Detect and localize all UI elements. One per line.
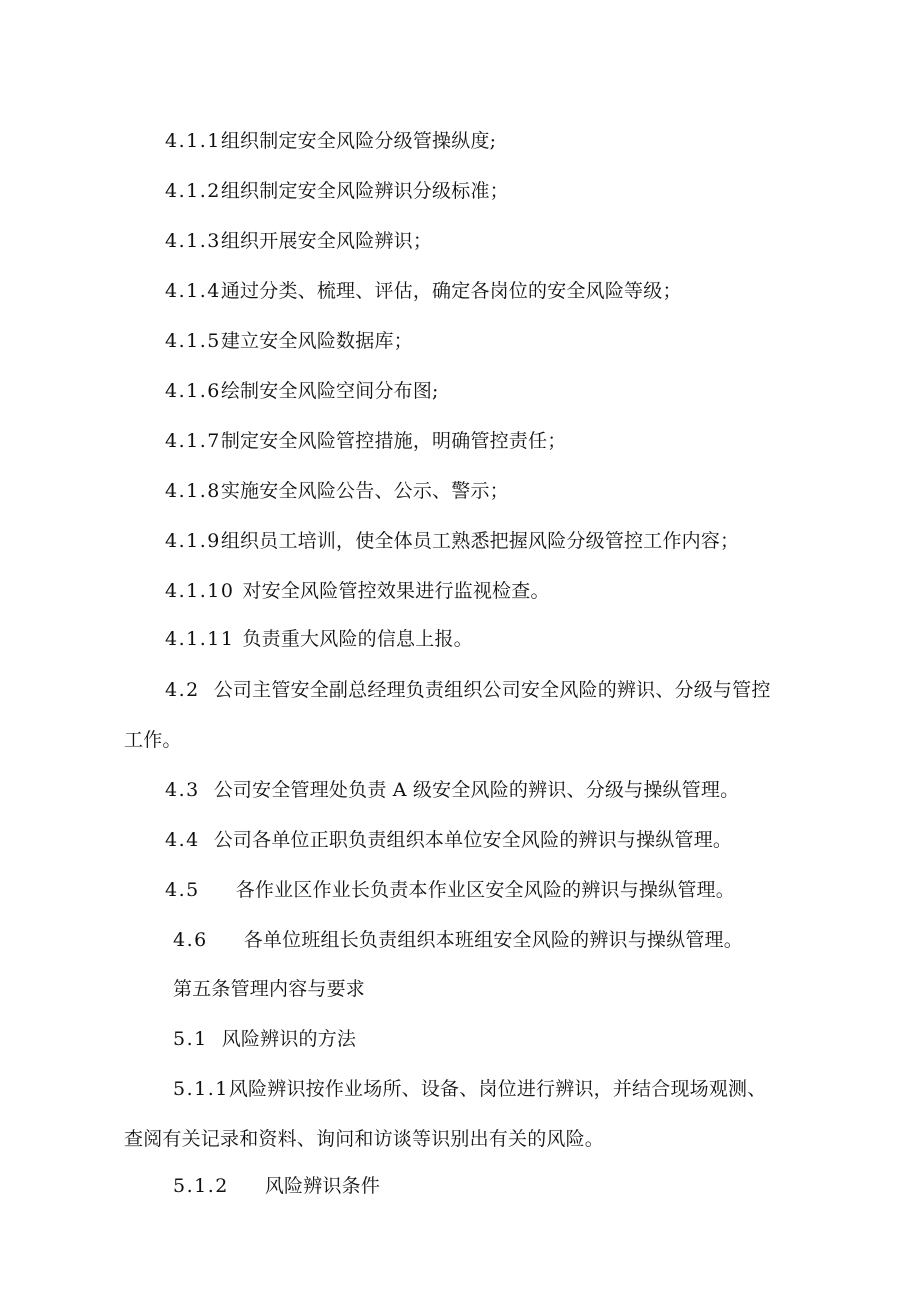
clause-4-1-1 xyxy=(165,129,496,153)
clause-text: 建立安全风险数据库； xyxy=(220,330,413,352)
clause-4-1-6 xyxy=(165,379,439,403)
clause-number: 4.5 xyxy=(165,879,200,901)
clause-text: 组织制定安全风险分级管操纵度; xyxy=(220,130,497,152)
clause-4-1-2 xyxy=(165,179,509,203)
clause-text: 实施安全风险公告、公示、警示； xyxy=(220,480,509,502)
clause-4-1-11 xyxy=(165,627,473,651)
clause-text: 公司各单位正职负责组织本单位安全风险的辨识与操纵管理。 xyxy=(213,829,733,851)
clause-text: 负责重大风险的信息上报。 xyxy=(242,628,473,650)
clause-4-4 xyxy=(165,828,732,852)
clause-text: 通过分类、梳理、评估，确定各岗位的安全风险等级； xyxy=(220,280,682,302)
clause-text: 各作业区作业长负责本作业区安全风险的辨识与操纵管理。 xyxy=(235,879,735,901)
clause-4-1-5 xyxy=(165,329,413,353)
clause-4-2-continuation xyxy=(124,728,182,752)
clause-text: 绘制安全风险空间分布图; xyxy=(220,380,439,402)
clause-number: 4.4 xyxy=(165,829,200,851)
clause-4-1-3 xyxy=(165,229,432,253)
clause-number: 5.1.2 xyxy=(173,1175,229,1197)
clause-number: 4.2 xyxy=(165,679,200,701)
clause-5-1-1-continuation xyxy=(124,1127,604,1151)
section-title: 第五条管理内容与要求 xyxy=(173,978,366,1000)
clause-number: 4.1.5 xyxy=(165,330,221,352)
clause-number: 4.1.1 xyxy=(165,130,221,152)
clause-number: 4.1.4 xyxy=(165,280,221,302)
clause-number: 4.3 xyxy=(165,779,200,801)
clause-text: 风险辨识的方法 xyxy=(221,1028,357,1050)
clause-4-1-7 xyxy=(165,429,566,453)
clause-number: 4.1.6 xyxy=(165,380,221,402)
clause-4-1-10 xyxy=(165,579,550,603)
clause-text: 公司主管安全副总经理负责组织公司安全风险的辨识、分级与管控 xyxy=(213,679,771,701)
clause-text: 组织开展安全风险辨识； xyxy=(220,230,433,252)
clause-number: 4.1.8 xyxy=(165,480,221,502)
clause-number: 4.1.9 xyxy=(165,530,221,552)
clause-number: 4.1.10 xyxy=(165,580,235,602)
clause-4-6 xyxy=(173,928,743,952)
clause-number: 4.1.2 xyxy=(165,180,221,202)
clause-text: 组织制定安全风险辨识分级标准； xyxy=(220,180,509,202)
clause-4-5 xyxy=(165,878,735,902)
clause-4-1-4 xyxy=(165,279,682,303)
clause-text: 各单位班组长负责组织本班组安全风险的辨识与操纵管理。 xyxy=(243,929,743,951)
clause-number: 5.1.1 xyxy=(173,1078,229,1100)
clause-number: 4.1.3 xyxy=(165,230,221,252)
section-heading-5 xyxy=(173,977,365,1001)
clause-text: 组织员工培训，使全体员工熟悉把握风险分级管控工作内容； xyxy=(220,530,740,552)
clause-number: 4.1.11 xyxy=(165,628,235,650)
clause-text: 查阅有关记录和资料、询问和访谈等识别出有关的风险。 xyxy=(124,1128,605,1150)
clause-5-1 xyxy=(173,1027,356,1051)
clause-text: 工作。 xyxy=(124,729,182,751)
clause-text: 风险辨识条件 xyxy=(264,1175,381,1197)
clause-text: 公司安全管理处负责 A 级安全风险的辨识、分级与操纵管理。 xyxy=(213,779,740,801)
clause-text: 风险辨识按作业场所、设备、岗位进行辨识，并结合现场观测、 xyxy=(228,1078,767,1100)
clause-4-1-9 xyxy=(165,529,739,553)
clause-number: 5.1 xyxy=(173,1028,208,1050)
clause-number: 4.1.7 xyxy=(165,430,221,452)
clause-text: 对安全风险管控效果进行监视检查。 xyxy=(242,580,550,602)
clause-number: 4.6 xyxy=(173,929,208,951)
clause-5-1-1 xyxy=(173,1077,766,1101)
clause-4-2 xyxy=(165,678,771,702)
clause-4-1-8 xyxy=(165,479,509,503)
clause-text: 制定安全风险管控措施，明确管控责任； xyxy=(220,430,567,452)
clause-5-1-2 xyxy=(173,1174,380,1198)
clause-4-3 xyxy=(165,778,739,802)
